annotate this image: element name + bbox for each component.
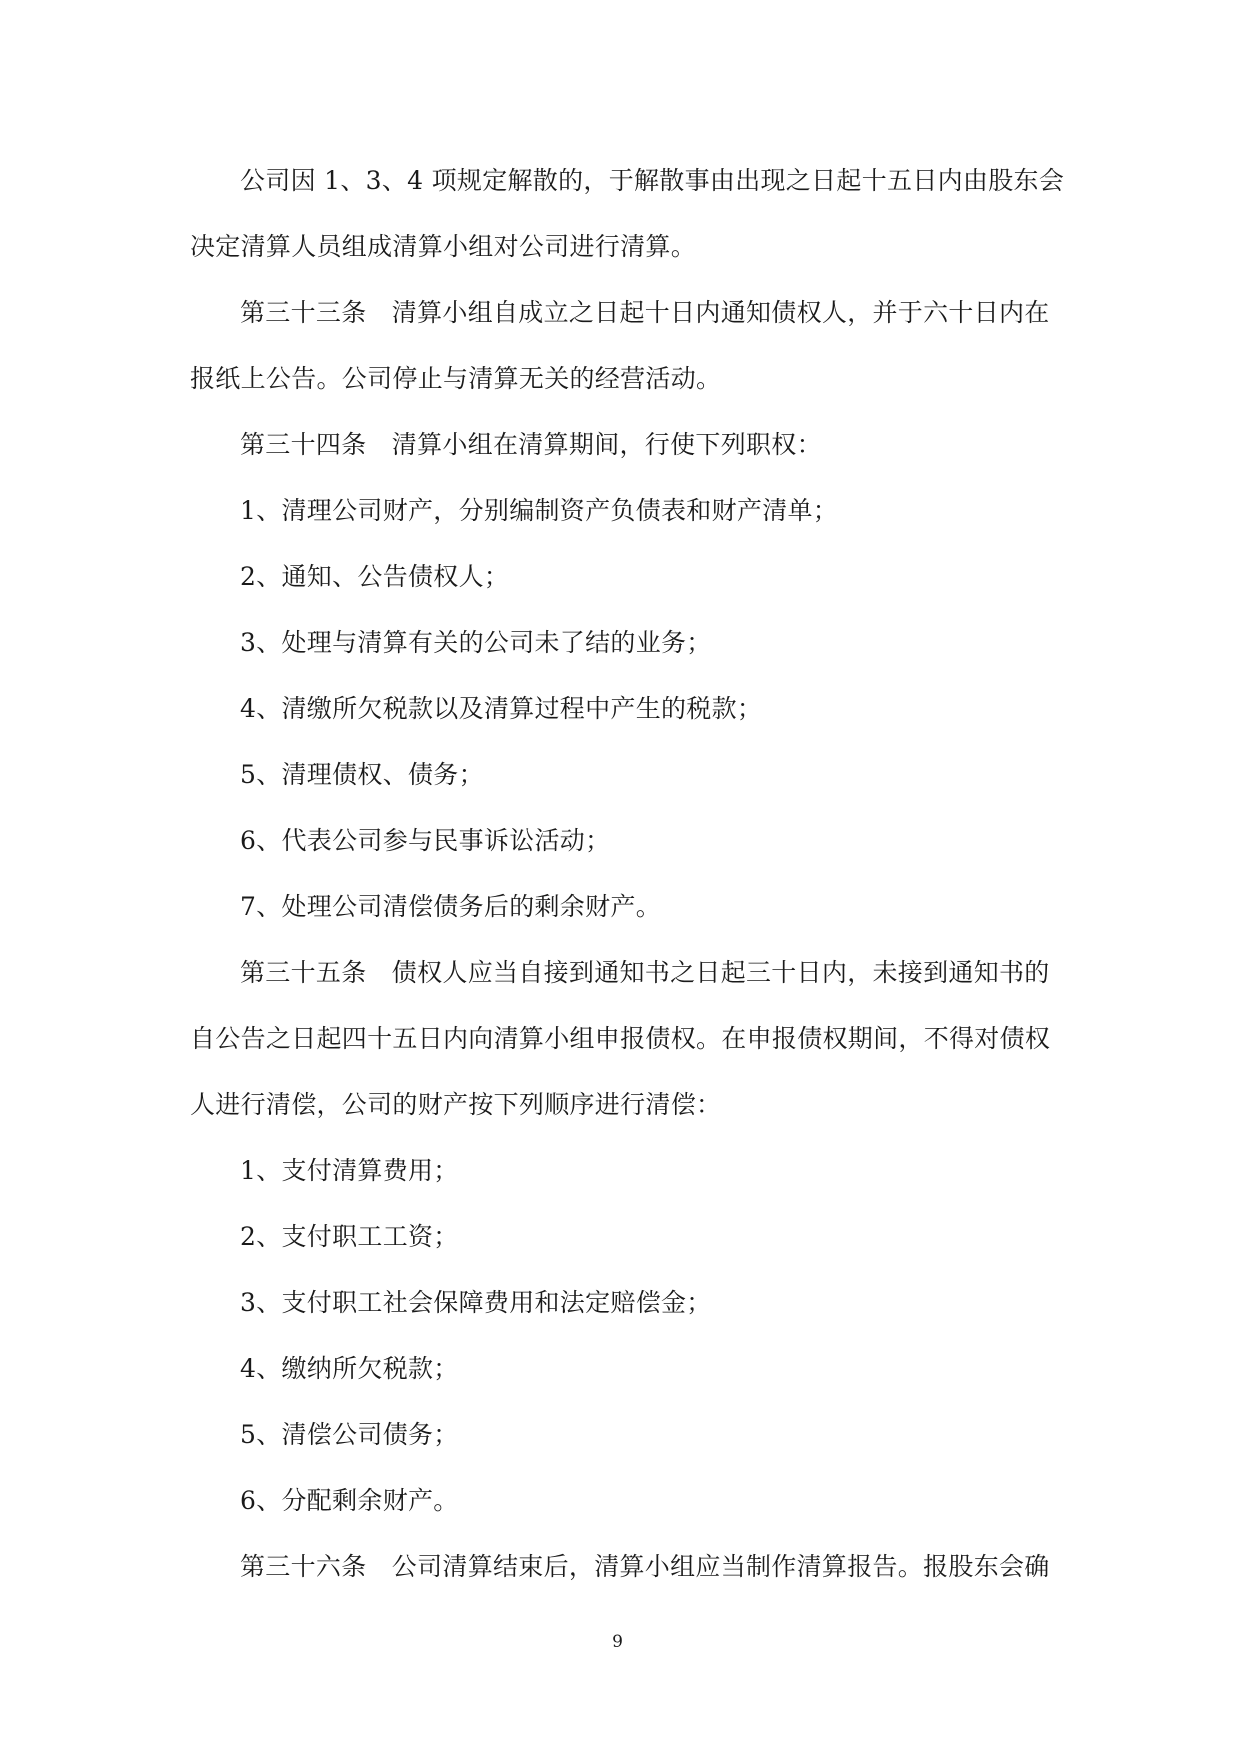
- article-33-heading-line: 第三十三条 清算小组自成立之日起十日内通知债权人，并于六十日内在: [240, 298, 1050, 327]
- list-item: 5、清理债权、债务；: [240, 760, 484, 789]
- list-item: 1、支付清算费用；: [240, 1156, 459, 1185]
- list-item: 7、处理公司清偿债务后的剩余财产。: [240, 892, 662, 921]
- page-number: 9: [612, 1632, 623, 1652]
- paragraph-line: 自公告之日起四十五日内向清算小组申报债权。在申报债权期间，不得对债权: [190, 1024, 1051, 1053]
- list-item: 5、清偿公司债务；: [240, 1420, 459, 1449]
- article-36-heading-line: 第三十六条 公司清算结束后，清算小组应当制作清算报告。报股东会确: [240, 1552, 1050, 1581]
- list-item: 2、支付职工工资；: [240, 1222, 459, 1251]
- paragraph-line: 公司因 1、3、4 项规定解散的，于解散事由出现之日起十五日内由股东会: [240, 166, 1065, 195]
- list-item: 6、分配剩余财产。: [240, 1486, 459, 1515]
- list-item: 3、支付职工社会保障费用和法定赔偿金；: [240, 1288, 712, 1317]
- list-item: 1、清理公司财产，分别编制资产负债表和财产清单；: [240, 496, 839, 525]
- list-item: 3、处理与清算有关的公司未了结的业务；: [240, 628, 712, 657]
- list-item: 6、代表公司参与民事诉讼活动；: [240, 826, 611, 855]
- paragraph-line: 报纸上公告。公司停止与清算无关的经营活动。: [190, 364, 722, 393]
- paragraph-line: 决定清算人员组成清算小组对公司进行清算。: [190, 232, 697, 261]
- paragraph-line: 人进行清偿，公司的财产按下列顺序进行清偿：: [190, 1090, 722, 1119]
- article-34-heading-line: 第三十四条 清算小组在清算期间，行使下列职权：: [240, 430, 822, 459]
- list-item: 4、清缴所欠税款以及清算过程中产生的税款；: [240, 694, 763, 723]
- list-item: 2、通知、公告债权人；: [240, 562, 510, 591]
- article-35-heading-line: 第三十五条 债权人应当自接到通知书之日起三十日内，未接到通知书的: [240, 958, 1050, 987]
- list-item: 4、缴纳所欠税款；: [240, 1354, 459, 1383]
